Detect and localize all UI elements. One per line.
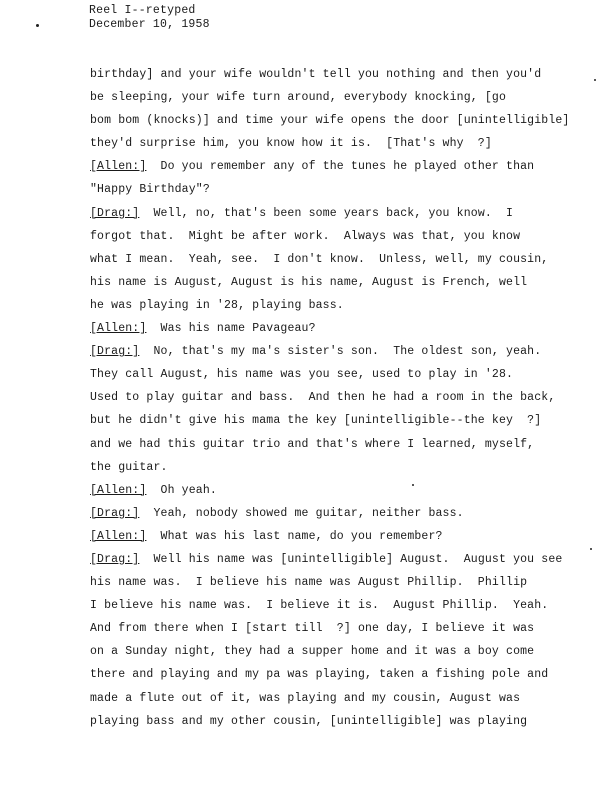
line-text: No, that's my ma's sister's son. The oldest son, yeah. [139, 345, 542, 359]
scan-speck [594, 79, 596, 81]
line-text: Well his name was [unintelligible] August. August you see [139, 552, 563, 566]
line-text: on a Sunday night, they had a supper home and it was a boy come [90, 645, 535, 659]
transcript-line [90, 715, 605, 738]
transcript-line [90, 553, 605, 576]
scan-speck [590, 548, 592, 550]
transcript-body [90, 68, 605, 738]
speaker-label: [Allen:] [90, 160, 147, 174]
transcript-line [90, 692, 605, 715]
line-text: playing bass and my other cousin, [unintelligible] was playing [90, 714, 528, 728]
line-text: and we had this guitar trio and that's where I learned, myself, [90, 437, 535, 451]
line-text: made a flute out of it, was playing and my cousin, August was [90, 691, 521, 705]
line-text: Was his name Pavageau? [146, 322, 316, 336]
interview-date: December 10, 1958 [89, 18, 210, 31]
line-text: what I mean. Yeah, see. I don't know. Unless, well, my cousin, [90, 252, 549, 266]
reel-label: Reel I--retyped [89, 4, 196, 17]
line-text: the guitar. [90, 460, 168, 474]
line-text: birthday] and your wife wouldn't tell you nothing and then you'd [90, 68, 542, 81]
line-text: Oh yeah. [146, 483, 217, 497]
line-text: his name is August, August is his name, August is French, well [90, 275, 528, 289]
line-text: What was his last name, do you remember? [146, 529, 443, 543]
line-text: Used to play guitar and bass. And then he had a room in the back, [90, 391, 556, 405]
transcript-line [90, 345, 605, 368]
transcript-line [90, 183, 605, 206]
line-text: I believe his name was. I believe it is. August Phillip. Yeah. [90, 599, 549, 613]
speaker-label: [Drag:] [90, 552, 140, 566]
transcript-line [90, 114, 605, 137]
transcript-line [90, 230, 605, 253]
transcript-line [90, 253, 605, 276]
line-text: his name was. I believe his name was August Phillip. Phillip [90, 576, 528, 590]
transcript-line [90, 207, 605, 230]
speaker-label: [Drag:] [90, 345, 140, 359]
transcript-line [90, 391, 605, 414]
speaker-label: [Drag:] [90, 506, 140, 520]
line-text: Do you remember any of the tunes he played other than [146, 160, 535, 174]
transcript-line [90, 322, 605, 345]
line-text: "Happy Birthday"? [90, 183, 210, 197]
line-text: bom bom (knocks)] and time your wife opens the door [unintelligible] [90, 114, 570, 128]
transcript-line [90, 299, 605, 322]
transcript-line [90, 276, 605, 299]
transcript-line [90, 91, 605, 114]
transcript-line [90, 137, 605, 160]
transcript-line [90, 507, 605, 530]
line-text: Well, no, that's been some years back, you know. I [139, 206, 514, 220]
transcript-line [90, 368, 605, 391]
speaker-label: [Allen:] [90, 483, 147, 497]
line-text: They call August, his name was you see, used to play in '28. [90, 368, 514, 382]
transcript-line [90, 438, 605, 461]
transcript-line [90, 414, 605, 437]
scan-speck [36, 24, 39, 27]
transcript-line [90, 668, 605, 691]
line-text: but he didn't give his mama the key [unintelligible--the key ?] [90, 414, 542, 428]
document-header [89, 4, 210, 32]
transcript-line [90, 622, 605, 645]
transcript-line [90, 599, 605, 622]
transcript-line [90, 576, 605, 599]
transcript-line [90, 461, 605, 484]
transcript-line [90, 68, 605, 91]
line-text: they'd surprise him, you know how it is. [That's why ?] [90, 137, 492, 151]
transcript-line [90, 484, 605, 507]
line-text: forgot that. Might be after work. Always was that, you know [90, 229, 521, 243]
line-text: he was playing in '28, playing bass. [90, 298, 344, 312]
line-text: be sleeping, your wife turn around, everybody knocking, [go [90, 91, 507, 105]
line-text: And from there when I [start till ?] one day, I believe it was [90, 622, 535, 636]
speaker-label: [Allen:] [90, 322, 147, 336]
line-text: Yeah, nobody showed me guitar, neither bass. [139, 506, 464, 520]
speaker-label: [Allen:] [90, 529, 147, 543]
transcript-line [90, 530, 605, 553]
line-text: there and playing and my pa was playing, taken a fishing pole and [90, 668, 549, 682]
speaker-label: [Drag:] [90, 206, 140, 220]
transcript-line [90, 645, 605, 668]
transcript-line [90, 160, 605, 183]
scan-speck [412, 484, 414, 486]
